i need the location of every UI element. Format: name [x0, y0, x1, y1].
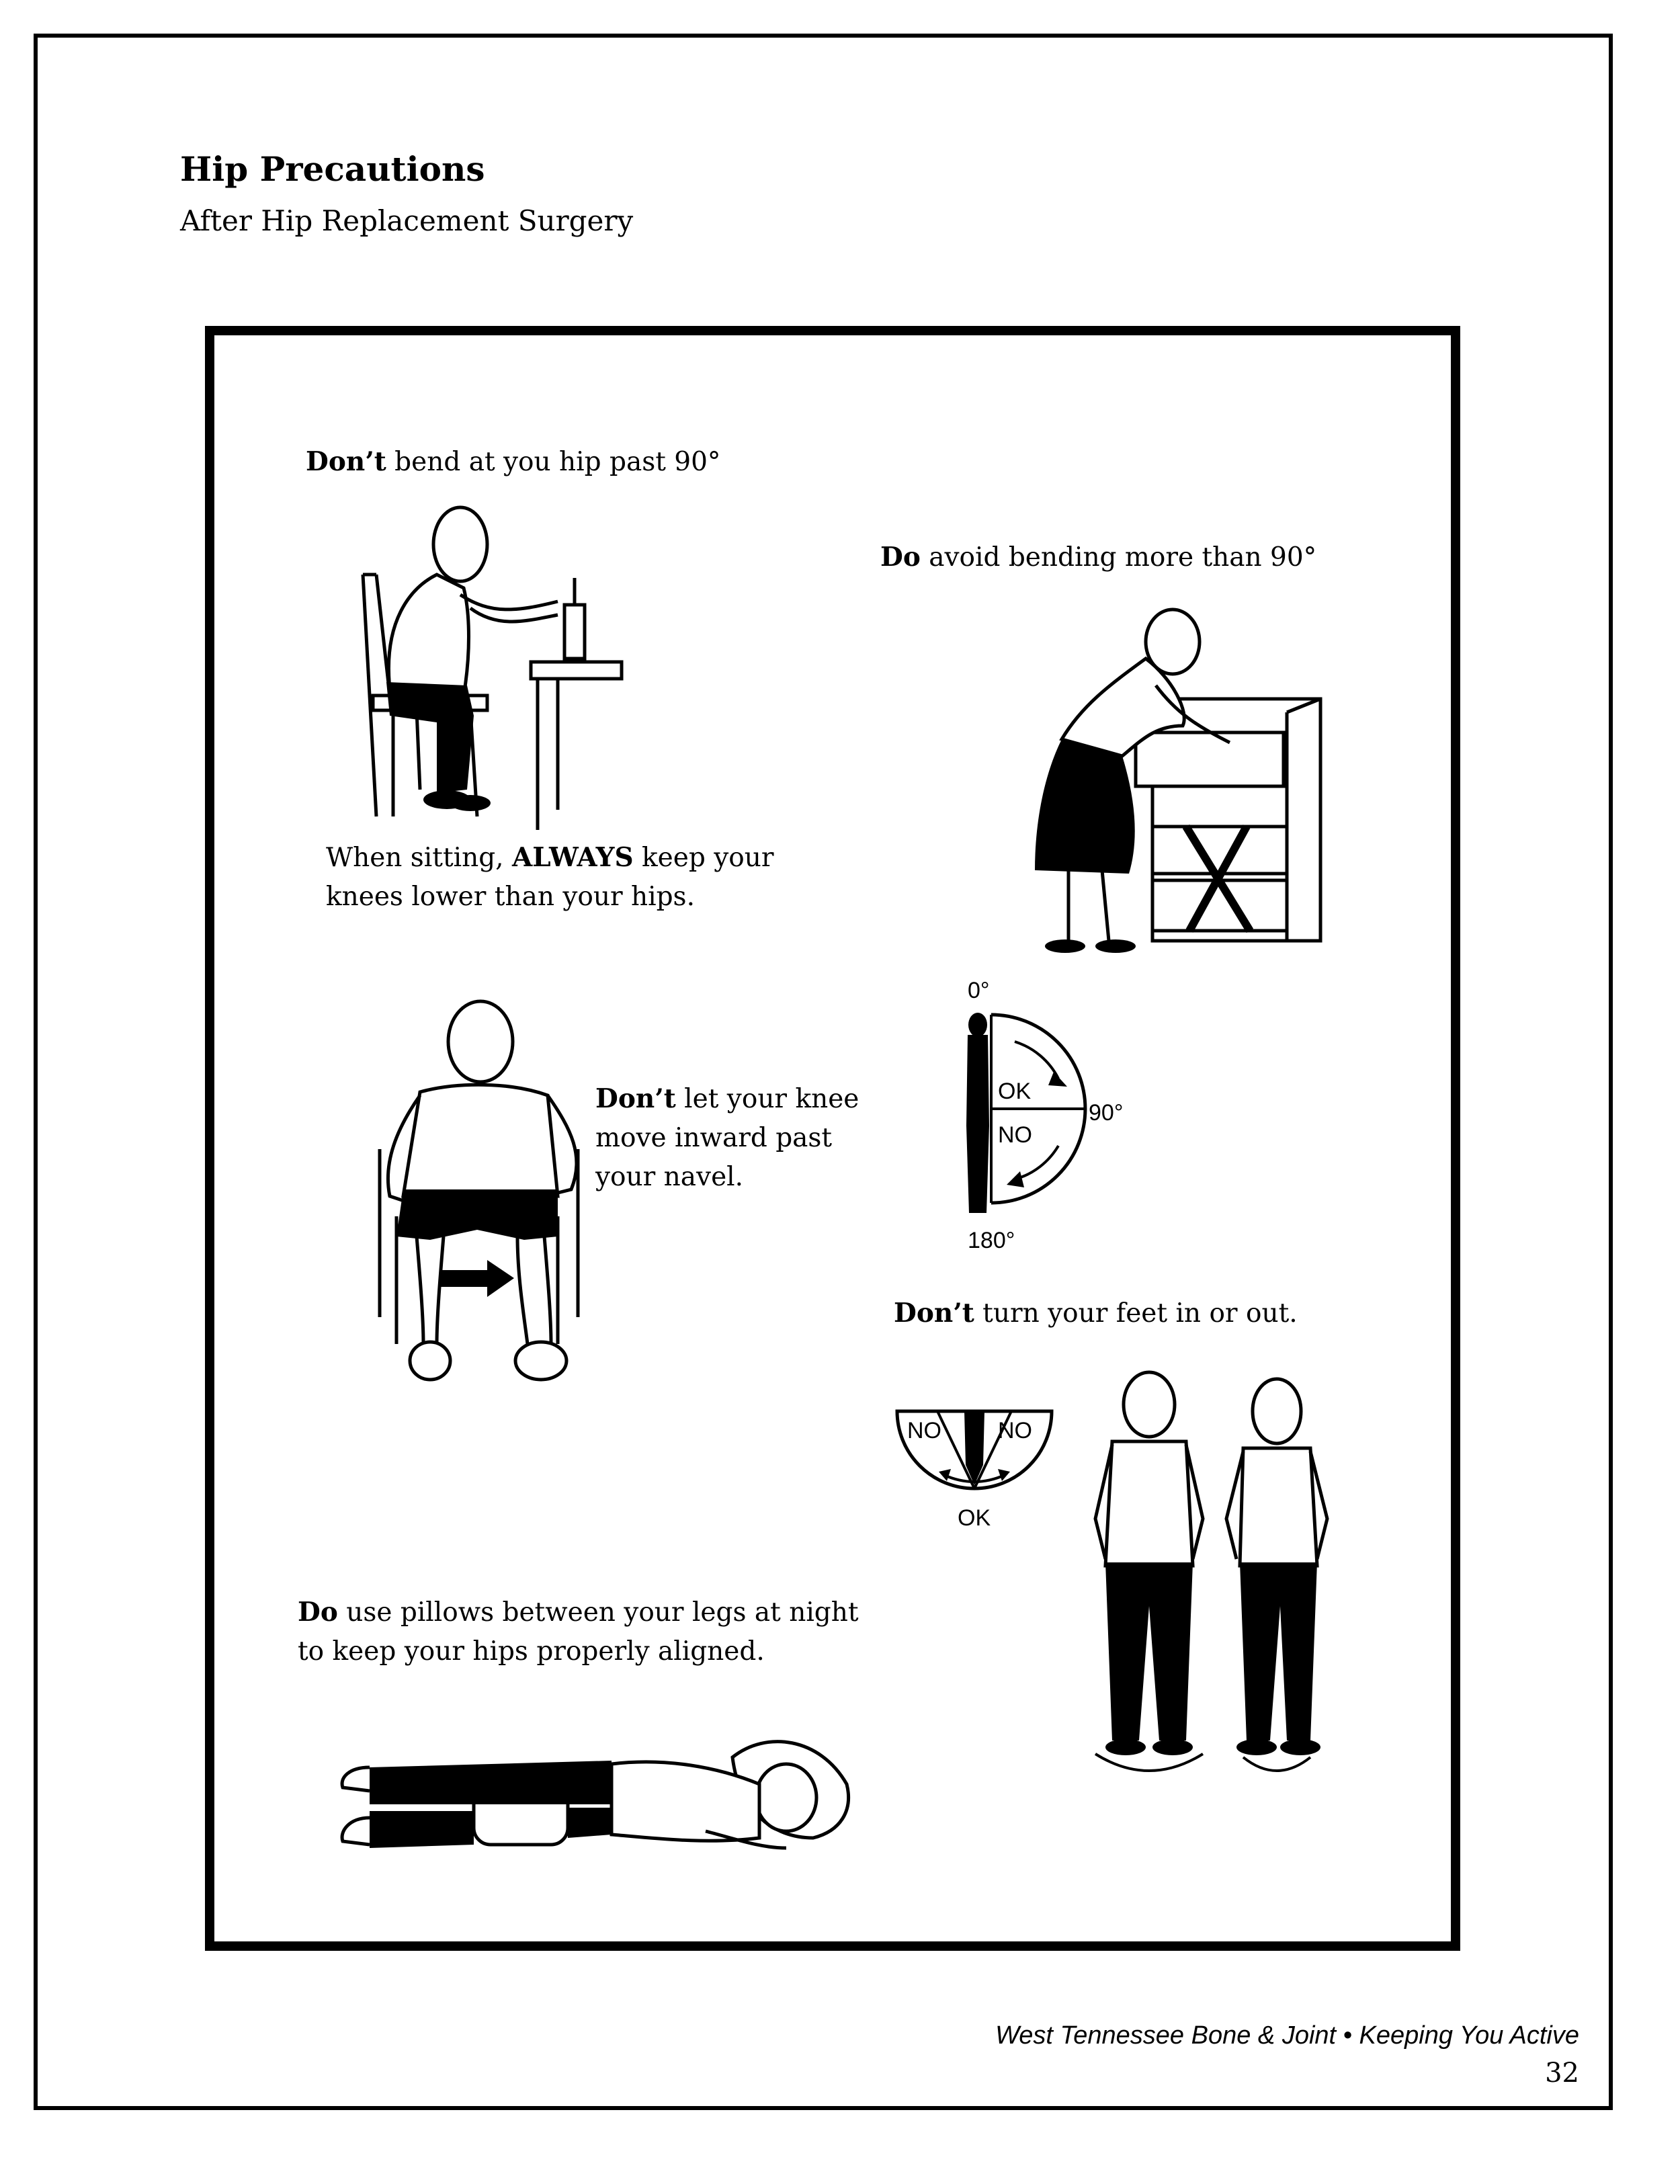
caption-sitting-line2: knees lower than your hips.	[326, 882, 695, 912]
standing-women-illustration	[1075, 1364, 1344, 1794]
caption-knee-inward-bold: Don’t	[595, 1083, 676, 1114]
caption-pillows	[298, 1593, 859, 1671]
caption-sitting	[326, 838, 773, 917]
caption-bend-hip-bold: Don’t	[306, 446, 386, 477]
caption-bend-hip-text: bend at you hip past 90°	[386, 447, 721, 477]
caption-feet-text: turn your feet in or out.	[974, 1298, 1298, 1329]
knee-inward-illustration	[356, 995, 625, 1398]
angle-label-0: 0°	[968, 978, 990, 1003]
feet-label-no-right: NO	[998, 1418, 1032, 1443]
caption-avoid-bending-text: avoid bending more than 90°	[920, 542, 1317, 573]
caption-sitting-post: keep your	[633, 843, 774, 873]
angle-label-180: 180°	[968, 1228, 1015, 1253]
caption-bend-hip	[306, 442, 720, 482]
caption-pillows-bold: Do	[298, 1597, 338, 1628]
caption-knee-inward-line1: let your knee	[675, 1084, 859, 1114]
feet-angle-diagram	[890, 1404, 1065, 1539]
caption-sitting-bold: ALWAYS	[511, 842, 634, 873]
caption-knee-inward-line2: move inward past	[595, 1123, 833, 1153]
angle-label-90: 90°	[1089, 1100, 1124, 1126]
page-title: Hip Precautions	[180, 149, 485, 189]
caption-knee-inward	[595, 1079, 859, 1197]
page-number: 32	[1545, 2058, 1579, 2089]
sleeping-pillow-illustration	[329, 1704, 867, 1865]
feet-label-no-left: NO	[907, 1418, 941, 1443]
caption-pillows-line2: to keep your hips properly aligned.	[298, 1636, 765, 1667]
angle-label-ok: OK	[998, 1079, 1032, 1104]
caption-sitting-pre: When sitting,	[326, 843, 512, 873]
feet-label-ok: OK	[958, 1505, 991, 1531]
angle-label-no: NO	[998, 1122, 1032, 1148]
caption-pillows-line1: use pillows between your legs at night	[337, 1597, 859, 1628]
sitting-man-illustration	[336, 494, 625, 830]
caption-feet	[894, 1294, 1298, 1333]
footer-tagline: West Tennessee Bone & Joint • Keeping You Active	[995, 2021, 1579, 2050]
woman-drawer-illustration	[1008, 591, 1344, 961]
caption-avoid-bending-bold: Do	[880, 542, 921, 573]
caption-avoid-bending	[880, 538, 1316, 577]
page-subtitle: After Hip Replacement Surgery	[180, 204, 634, 237]
hip-angle-diagram	[941, 971, 1163, 1260]
caption-feet-bold: Don’t	[894, 1298, 974, 1329]
caption-knee-inward-line3: your navel.	[595, 1162, 744, 1192]
